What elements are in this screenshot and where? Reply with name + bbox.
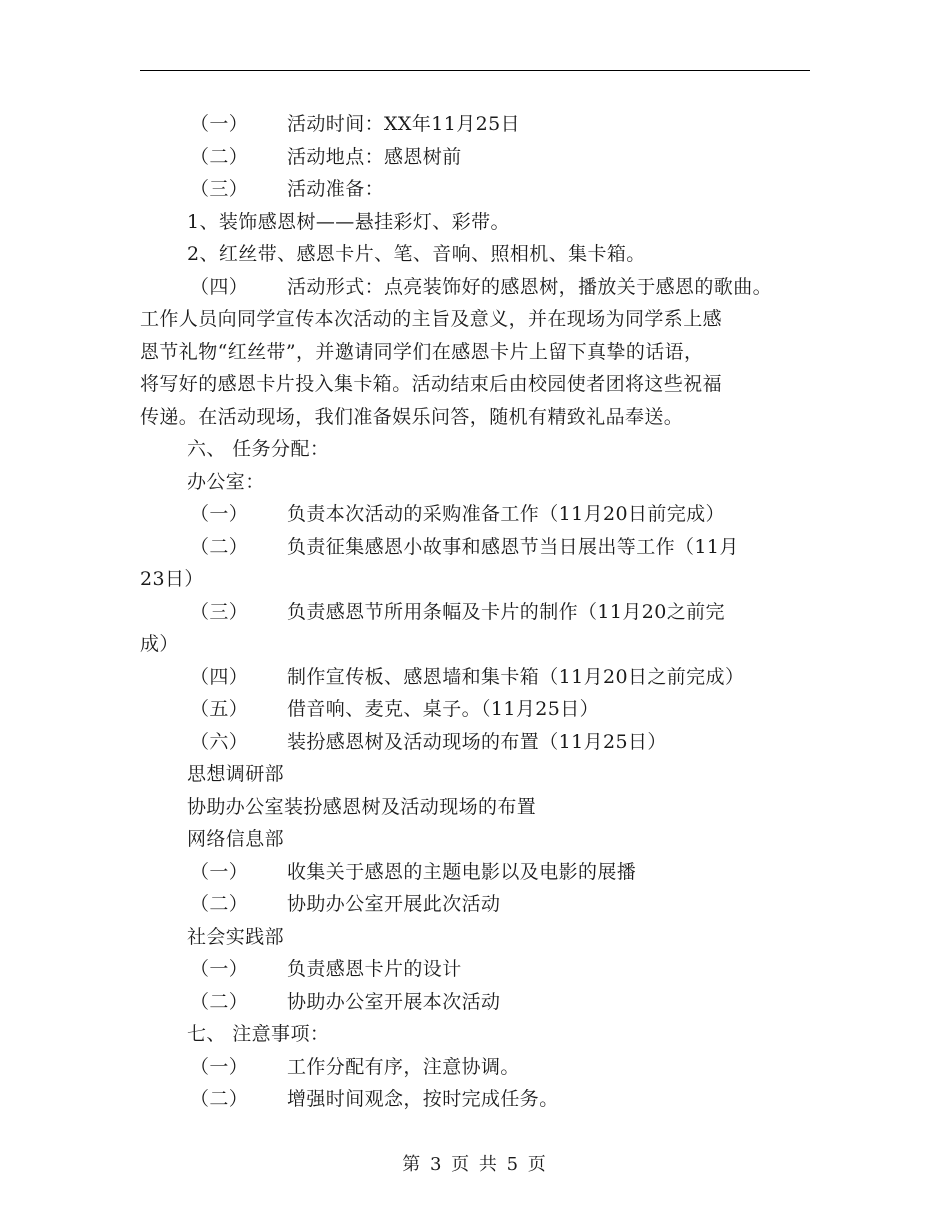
list-marker: （一） (190, 958, 249, 980)
line-text: 活动地点：感恩树前 (287, 146, 462, 168)
line-text: 收集关于感恩的主题电影以及电影的展播 (287, 861, 637, 883)
department-heading: 办公室： (187, 471, 265, 493)
department-heading: 社会实践部 (187, 926, 285, 948)
header-rule (140, 70, 810, 71)
list-marker: （二） (190, 991, 249, 1013)
line-text: 协助办公室开展本次活动 (287, 991, 501, 1013)
doc-line: 1、装饰感恩树——悬挂彩灯、彩带。 (187, 211, 510, 233)
doc-line: 传递。在活动现场，我们准备娱乐问答，随机有精致礼品奉送。 (140, 406, 684, 428)
list-marker: （一） (190, 503, 249, 525)
list-marker: （二） (190, 1088, 249, 1110)
line-text: 负责感恩卡片的设计 (287, 958, 462, 980)
section-heading: 七、 注意事项： (187, 1023, 330, 1045)
list-marker: （一） (190, 861, 249, 883)
line-text: 负责征集感恩小故事和感恩节当日展出等工作（11月 (287, 536, 739, 558)
line-text: 活动时间：XX年11月25日 (287, 113, 521, 135)
list-marker: （一） (190, 1056, 249, 1078)
doc-line: 成） (140, 633, 179, 655)
line-text: 负责感恩节所用条幅及卡片的制作（11月20之前完 (287, 601, 725, 623)
list-marker: （四） (190, 666, 249, 688)
list-marker: （四） (190, 276, 249, 298)
line-text: 借音响、麦克、桌子。（11月25日） (287, 698, 600, 720)
doc-line: 2、红丝带、感恩卡片、笔、音响、照相机、集卡箱。 (187, 243, 646, 265)
list-marker: （三） (190, 601, 249, 623)
list-marker: （二） (190, 536, 249, 558)
line-text: 活动准备： (287, 178, 385, 200)
list-marker: （三） (190, 178, 249, 200)
list-marker: （二） (190, 893, 249, 915)
line-text: 协助办公室开展此次活动 (287, 893, 501, 915)
line-text: 工作分配有序，注意协调。 (287, 1056, 520, 1078)
list-marker: （一） (190, 113, 249, 135)
line-text: 负责本次活动的采购准备工作（11月20日前完成） (287, 503, 725, 525)
line-text: 制作宣传板、感恩墙和集卡箱（11月20日之前完成） (287, 666, 745, 688)
list-marker: （二） (190, 146, 249, 168)
list-marker: （五） (190, 698, 249, 720)
list-marker: （六） (190, 731, 249, 753)
department-heading: 思想调研部 (187, 763, 285, 785)
doc-line: 23日） (140, 568, 204, 590)
section-heading: 六、 任务分配： (187, 438, 330, 460)
department-heading: 网络信息部 (187, 828, 285, 850)
doc-line: 工作人员向同学宣传本次活动的主旨及意义，并在现场为同学系上感 (140, 308, 723, 330)
doc-line: 将写好的感恩卡片投入集卡箱。活动结束后由校园使者团将这些祝福 (140, 373, 723, 395)
line-text: 活动形式：点亮装饰好的感恩树，播放关于感恩的歌曲。 (287, 276, 773, 298)
doc-line: 恩节礼物“红丝带”，并邀请同学们在感恩卡片上留下真挚的话语， (140, 341, 704, 363)
line-text: 增强时间观念，按时完成任务。 (287, 1088, 559, 1110)
page-number-footer: 第 3 页 共 5 页 (402, 1154, 548, 1175)
doc-line: 协助办公室装扮感恩树及活动现场的布置 (187, 796, 537, 818)
line-text: 装扮感恩树及活动现场的布置（11月25日） (287, 731, 667, 753)
